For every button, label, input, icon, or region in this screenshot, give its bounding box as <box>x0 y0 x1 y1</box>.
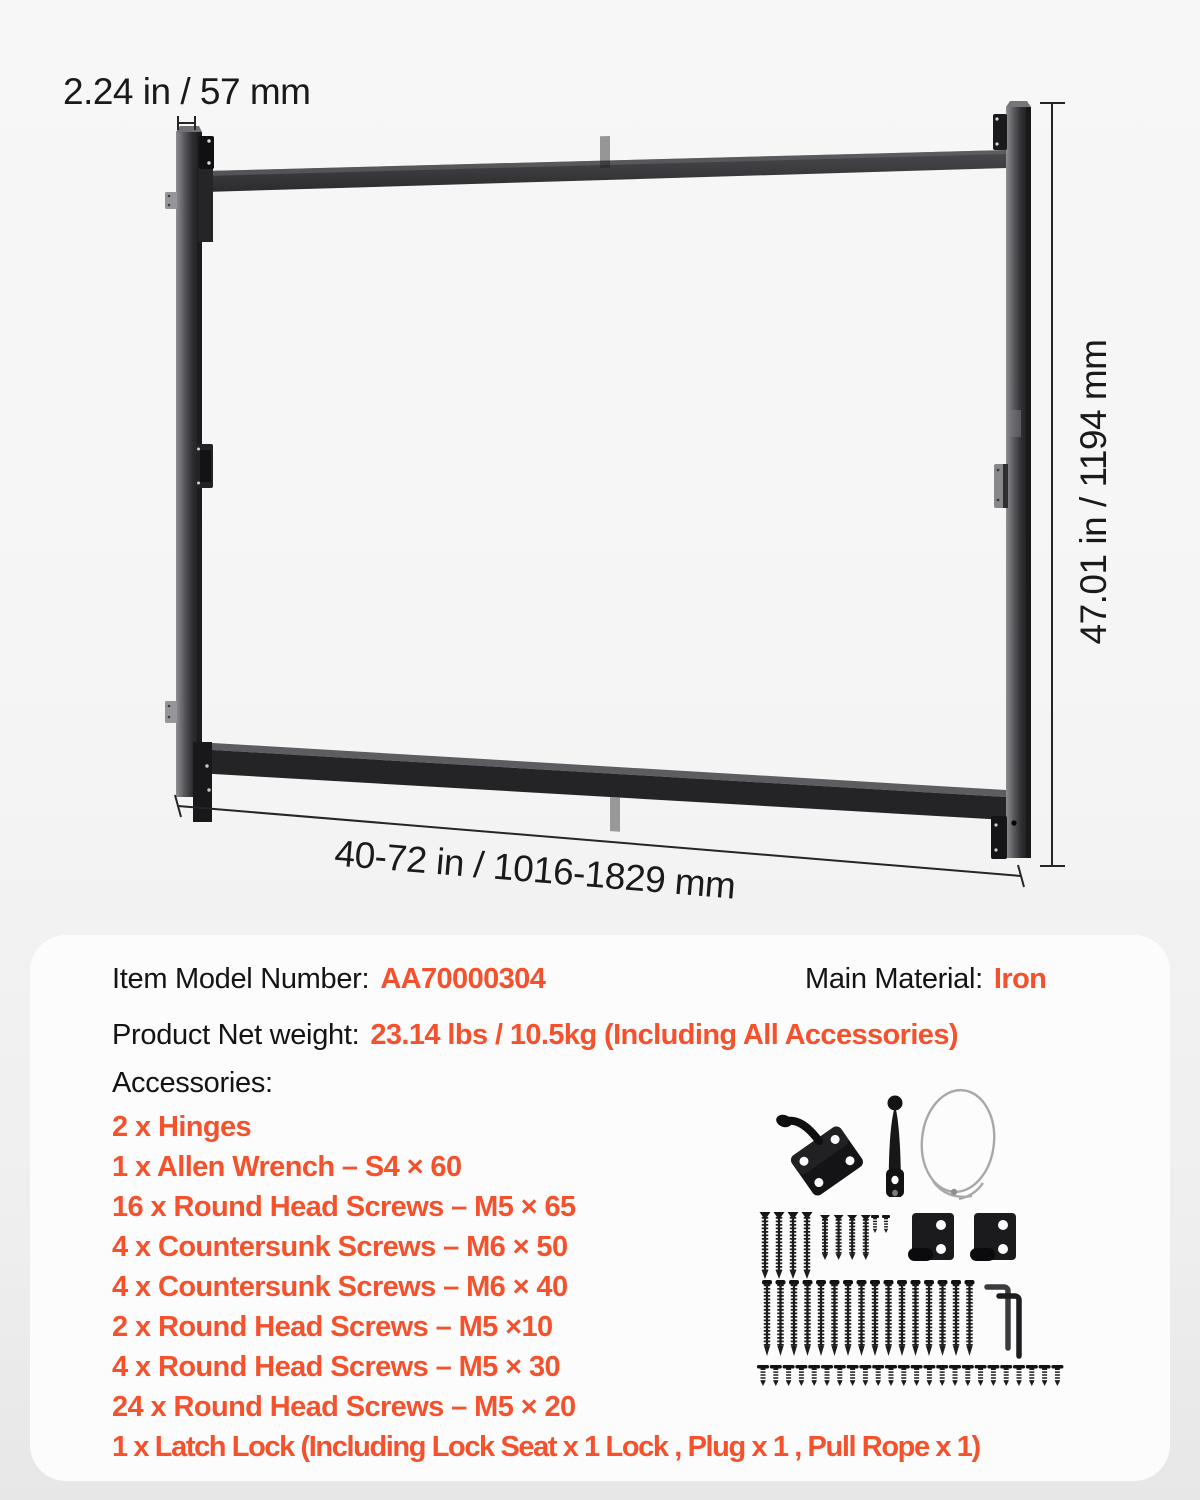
screw-icon <box>757 1365 769 1386</box>
screw-icon <box>936 1365 948 1386</box>
accessory-item: 2 x Round Head Screws – M5 ×10 <box>112 1311 553 1343</box>
screw-icon <box>795 1365 807 1386</box>
screw-icon <box>789 1280 799 1356</box>
label-sticker <box>1009 410 1021 437</box>
screw-icon <box>857 1280 867 1356</box>
screw-icon <box>802 1212 813 1279</box>
accessory-item: 1 x Allen Wrench – S4 × 60 <box>112 1151 462 1183</box>
hinge-bracket-right-top-icon <box>993 114 1007 150</box>
screw-icon <box>762 1280 772 1356</box>
accessory-item: 4 x Round Head Screws – M5 × 30 <box>112 1351 561 1383</box>
screw-icon <box>884 1280 894 1356</box>
main-material-label: Main Material: <box>805 963 983 995</box>
hinge-icon <box>908 1213 954 1261</box>
wall-tab-top-icon <box>165 192 177 209</box>
screw-icon <box>898 1365 910 1386</box>
screw-icon <box>834 1365 846 1386</box>
screw-icon <box>783 1365 795 1386</box>
accessory-item: 24 x Round Head Screws – M5 × 20 <box>112 1391 576 1423</box>
accessory-item: 16 x Round Head Screws – M5 × 65 <box>112 1191 576 1223</box>
screw-icon <box>924 1280 934 1356</box>
bottom-bracket-right-icon <box>991 816 1007 859</box>
screw-icon <box>774 1212 785 1279</box>
screw-icon <box>987 1365 999 1386</box>
net-weight-label: Product Net weight: <box>112 1019 360 1051</box>
screw-icon <box>1039 1365 1051 1386</box>
screw-icon <box>872 1365 884 1386</box>
accessory-item: 4 x Countersunk Screws – M6 × 40 <box>112 1271 568 1303</box>
screw-icon <box>788 1212 799 1279</box>
screw-icon <box>1000 1365 1012 1386</box>
net-weight-value: 23.14 lbs / 10.5kg (Including All Accessories) <box>370 1019 958 1051</box>
screw-icon <box>847 1215 857 1260</box>
accessory-item: 2 x Hinges <box>112 1111 252 1143</box>
right-post <box>991 101 1031 859</box>
screw-icon <box>923 1365 935 1386</box>
wall-tab-bottom-icon <box>165 701 177 723</box>
height-dimension-label: 47.01 in / 1194 mm <box>1073 339 1114 645</box>
screw-icon <box>821 1365 833 1386</box>
hinge-icon <box>970 1213 1016 1261</box>
screw-icon <box>770 1365 782 1386</box>
screw-icon <box>962 1365 974 1386</box>
hinge-bracket-top-icon <box>199 136 214 169</box>
screw-icon <box>1051 1365 1063 1386</box>
screw-icon <box>760 1212 771 1279</box>
screw-icon <box>951 1280 961 1356</box>
accessory-item: 1 x Latch Lock (Including Lock Seat x 1 Lock , Plug x 1 , Pull Rope x 1) <box>112 1431 980 1463</box>
screw-icon <box>882 1215 890 1233</box>
screw-icon <box>911 1365 923 1386</box>
pull-rope-icon <box>917 1087 999 1199</box>
bottom-channel-icon <box>193 742 212 822</box>
screw-icon <box>938 1280 948 1356</box>
range-dimension-label: 40-72 in / 1016-1829 mm <box>333 832 738 907</box>
top-rail <box>205 136 1007 192</box>
latch-lock-icon <box>774 1113 865 1198</box>
width-dimension-label: 2.24 in / 57 mm <box>63 71 311 112</box>
height-dimension-line <box>1040 103 1065 866</box>
main-material-value: Iron <box>993 963 1047 995</box>
screw-icon <box>1013 1365 1025 1386</box>
mid-bracket-right-icon <box>994 464 1008 508</box>
screw-icon <box>834 1215 844 1260</box>
screw-icon <box>885 1365 897 1386</box>
screw-icon <box>1026 1365 1038 1386</box>
screw-icon <box>843 1280 853 1356</box>
accessory-item: 4 x Countersunk Screws – M6 × 50 <box>112 1231 568 1263</box>
spec-card <box>30 935 1170 1481</box>
item-model-label: Item Model Number: <box>112 963 370 995</box>
screw-icon <box>776 1280 786 1356</box>
keyhole <box>1011 820 1016 825</box>
screw-icon <box>859 1365 871 1386</box>
item-model-value: AA70000304 <box>380 963 546 995</box>
gate-handle-icon <box>886 1096 904 1198</box>
screw-icon <box>816 1280 826 1356</box>
accessories-heading: Accessories: <box>112 1067 273 1099</box>
screw-icon <box>911 1280 921 1356</box>
screw-icon <box>808 1365 820 1386</box>
screw-icon <box>803 1280 813 1356</box>
screw-icon <box>830 1280 840 1356</box>
mid-bracket-left-icon <box>196 444 213 488</box>
main-material-row <box>805 963 1046 996</box>
screw-icon <box>949 1365 961 1386</box>
accessories-photo <box>736 1081 1160 1403</box>
screw-icon <box>870 1280 880 1356</box>
screw-icon <box>820 1215 830 1260</box>
screw-icon <box>847 1365 859 1386</box>
screw-icon <box>975 1365 987 1386</box>
screw-icon <box>965 1280 975 1356</box>
item-model-row <box>112 963 545 996</box>
screw-icon <box>871 1215 879 1233</box>
screw-icon <box>861 1215 871 1260</box>
left-post <box>165 126 214 822</box>
net-weight-row <box>112 1019 958 1052</box>
screw-icon <box>897 1280 907 1356</box>
